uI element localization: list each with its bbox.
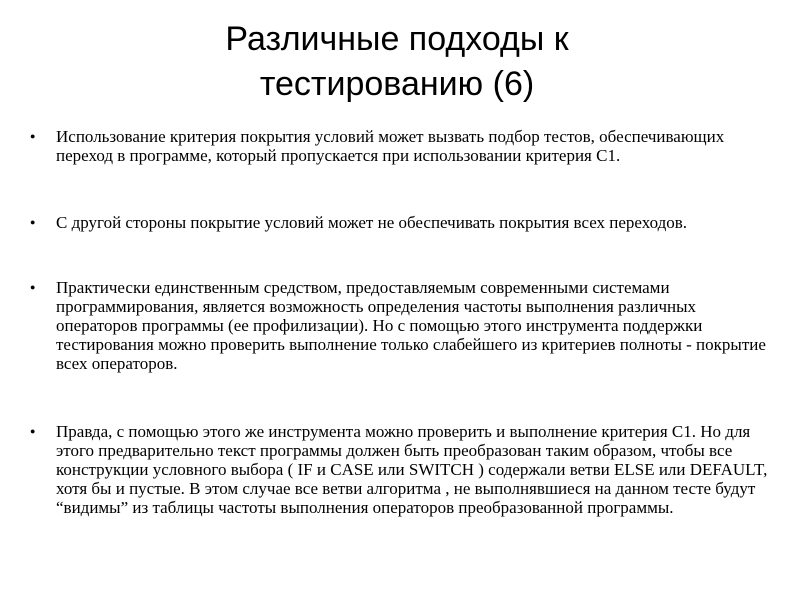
bullet-dot-icon: ● <box>30 131 36 141</box>
bullet-text: Правда, с помощью этого же инструмента можно проверить и выполнение критерия С1. Но для этого предварительно текст программы должен быть преобразован таким образом, чтобы все конструкции условного выбора ( IF и CASE или SWITCH ) содержали ветви ELSE или DEFAULT, хотя бы и пустые. В этом случае все ветви алгоритма , не выполнявшиеся на данном тесте будут “видимы” из таблицы частоты выполнения операторов преобразованной программы. <box>56 422 768 517</box>
bullet-dot-icon: ● <box>30 217 36 227</box>
bullet-text: С другой стороны покрытие условий может не обеспечивать покрытия всех переходов. <box>56 213 688 232</box>
bullet-dot-icon: ● <box>30 282 36 292</box>
slide-title <box>0 17 794 107</box>
slide-title-line-2: тестированию (6) <box>259 65 535 103</box>
slide-title-line-1: Различные подходы к <box>225 20 569 58</box>
bullet-text: Практически единственным средством, предоставляемым современными системами программирования, является возможность определения частоты выполнения различных операторов программы (ее профилизации). Но с помощью этого инструмента поддержки тестирования можно проверить выполнение только слабейшего из критериев полноты - покрытие всех операторов. <box>56 278 766 373</box>
bullet-text: Использование критерия покрытия условий может вызвать подбор тестов, обеспечивающих переход в программе, который пропускается при использовании критерия С1. <box>56 127 725 165</box>
bullet-dot-icon: ● <box>30 426 36 436</box>
